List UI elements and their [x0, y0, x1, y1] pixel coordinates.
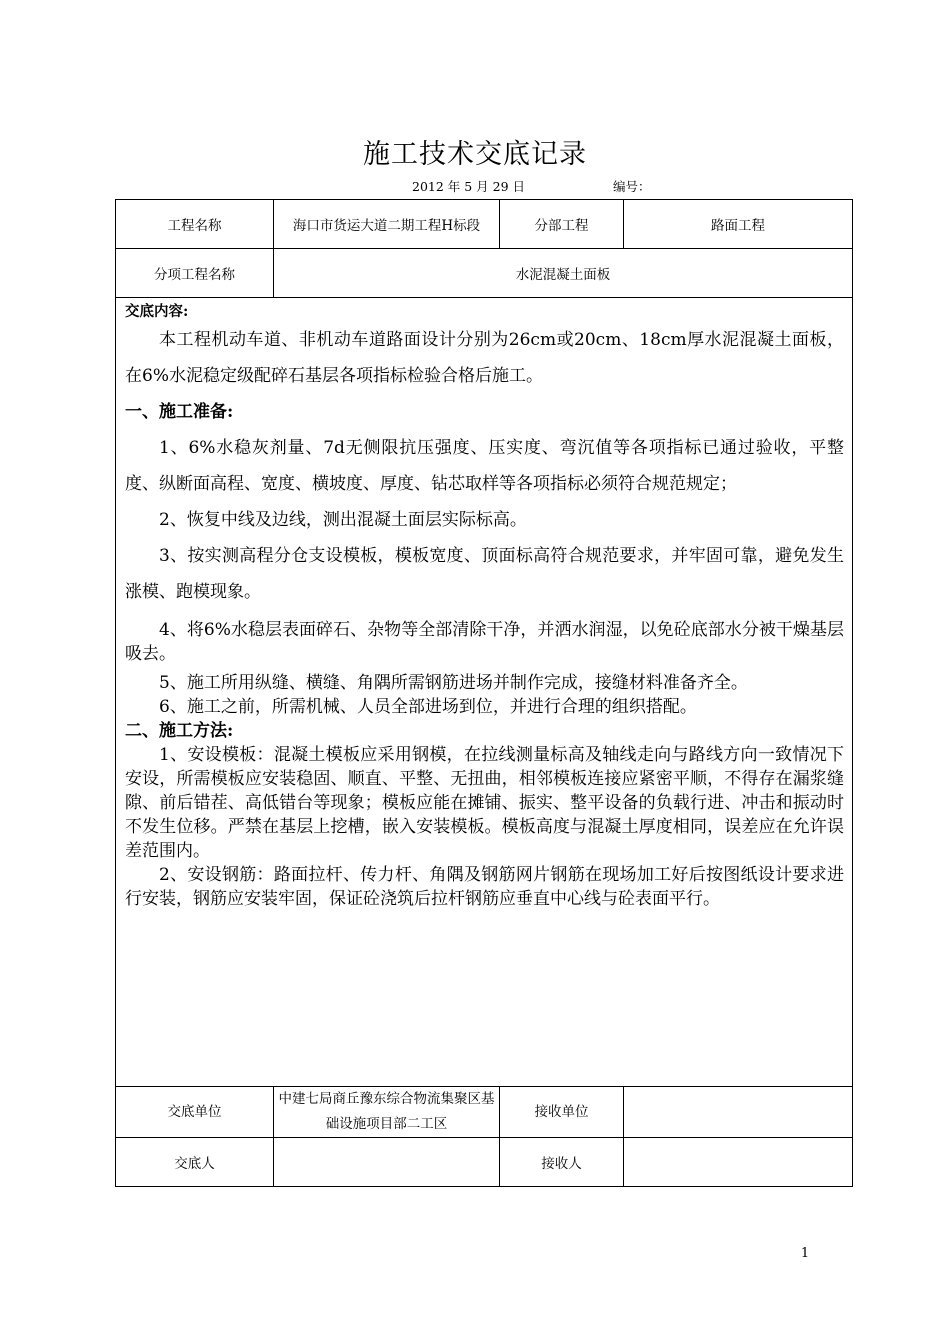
division-value: 路面工程: [624, 200, 853, 249]
record-date: 2012 年 5 月 29 日: [412, 179, 526, 194]
handover-unit-value: 中建七局商丘豫东综合物流集聚区基础设施项目部二工区: [274, 1087, 500, 1138]
method-item-2: 2、安设钢筋：路面拉杆、传力杆、角隅及钢筋网片钢筋在现场加工好后按图纸设计要求进行安装，钢筋应安装牢固，保证砼浇筑后拉杆钢筋应垂直中心线与砼表面平行。: [125, 865, 844, 909]
section2-heading: 二、施工方法:: [125, 721, 234, 741]
person-row: [116, 1138, 853, 1187]
content-label: 交底内容:: [125, 303, 189, 320]
prep-item-4: 4、将6%水稳层表面碎石、杂物等全部清除干净，并洒水润湿，以免砼底部水分被干燥基层吸去。: [125, 620, 844, 664]
document-title: 施工技术交底记录: [363, 139, 587, 170]
section1-heading: 一、施工准备:: [125, 402, 234, 422]
receiver-value: [624, 1138, 853, 1187]
subitem-row: [116, 249, 853, 298]
receiver-label: 接收人: [500, 1138, 624, 1187]
method-item-1: 1、安设模板：混凝土模板应采用钢模，在拉线测量标高及轴线走向与路线方向一致情况下安设，所需模板应安装稳固、顺直、平整、无扭曲，相邻模板连接应紧密平顺，不得存在漏浆缝隙、前后错茬、高低错台等现象；模板应能在摊铺、振实、整平设备的负载行进、冲击和振动时不发生位移。严禁在基层上挖槽，嵌入安装模板。模板高度与混凝土厚度相同，误差应在允许误差范围内。: [125, 745, 844, 861]
subitem-label: 分项工程名称: [116, 249, 274, 298]
subitem-value: 水泥混凝土面板: [274, 249, 853, 298]
project-name-label: 工程名称: [116, 200, 274, 249]
content-row: [116, 298, 853, 1087]
unit-row: [116, 1087, 853, 1138]
prep-item-1: 1、6%水稳灰剂量、7d无侧限抗压强度、压实度、弯沉值等各项指标已通过验收，平整度、纵断面高程、宽度、横坡度、厚度、钻芯取样等各项指标必须符合规范规定；: [125, 438, 844, 494]
prep-item-5: 5、施工所用纵缝、横缝、角隅所需钢筋进场并制作完成，接缝材料准备齐全。: [159, 673, 748, 693]
receiving-unit-label: 接收单位: [500, 1087, 624, 1138]
content-cell: [116, 298, 853, 1087]
receiving-unit-value: [624, 1087, 853, 1138]
prep-item-3: 3、按实测高程分仓支设模板，模板宽度、顶面标高符合规范要求，并牢固可靠，避免发生涨模、跑模现象。: [125, 546, 844, 602]
prep-item-6: 6、施工之前，所需机械、人员全部进场到位，并进行合理的组织搭配。: [159, 697, 697, 717]
handover-person-label: 交底人: [116, 1138, 274, 1187]
prep-item-2: 2、恢复中线及边线，测出混凝土面层实际标高。: [159, 510, 527, 530]
handover-unit-label: 交底单位: [116, 1087, 274, 1138]
page-number: 1: [800, 1246, 810, 1261]
project-row: [116, 200, 853, 249]
doc-number-label: 编号：: [613, 179, 651, 194]
project-name-value: 海口市货运大道二期工程H标段: [274, 200, 500, 249]
handover-form: [115, 199, 853, 1187]
intro-paragraph: 本工程机动车道、非机动车道路面设计分别为26cm或20cm、18cm厚水泥混凝土面板，在6%水泥稳定级配碎石基层各项指标检验合格后施工。: [125, 330, 844, 386]
handover-person-value: [274, 1138, 500, 1187]
division-label: 分部工程: [500, 200, 624, 249]
